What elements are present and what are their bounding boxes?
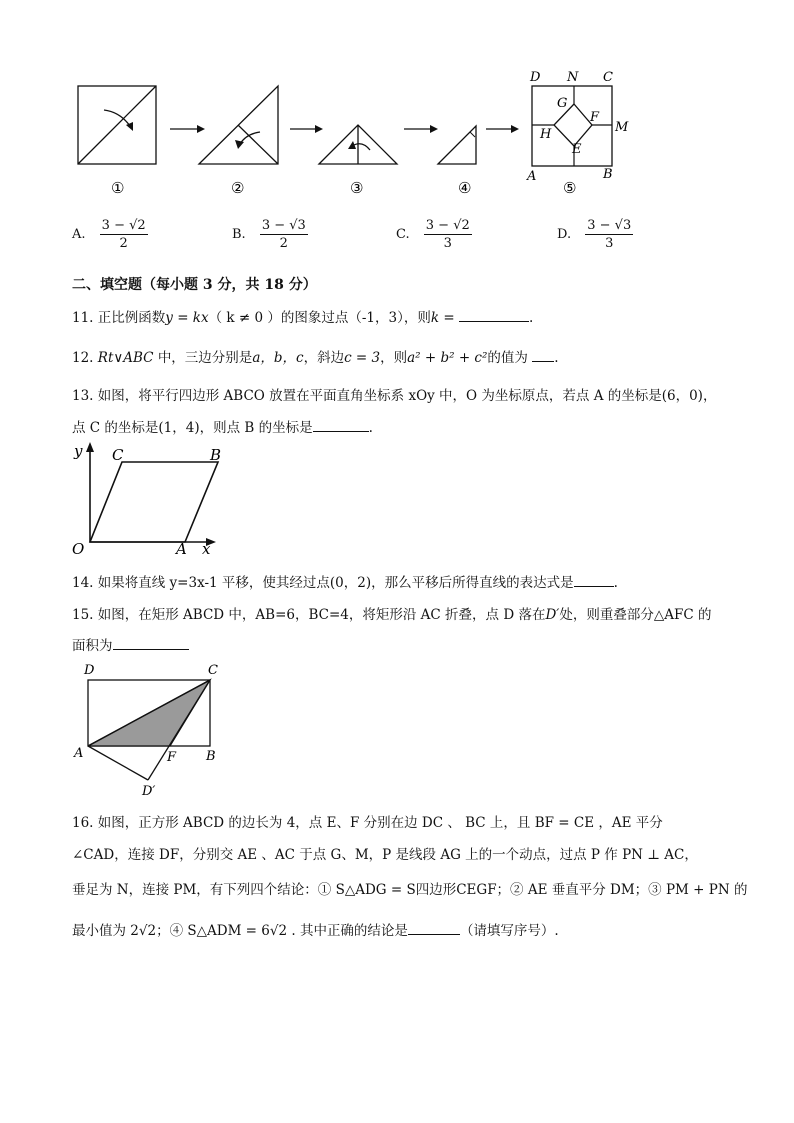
section-title: 二、填空题（每小题 3 分，共 18 分） bbox=[72, 277, 317, 293]
point-N: N bbox=[567, 70, 579, 85]
option-d[interactable] bbox=[557, 218, 633, 251]
question-16-line-1: 16. 如图，正方形 ABCD 的边长为 4，点 E、F 分别在边 DC 、 BC 上，且 BF = CE ，AE 平分 bbox=[72, 815, 663, 831]
question-14: 14. 如果将直线 y=3x-1 平移，使其经过点(0，2)，那么平移后所得直线的表达式是 . bbox=[72, 575, 618, 591]
answer-blank-11[interactable] bbox=[459, 309, 529, 322]
option-c-letter: C. bbox=[396, 227, 410, 242]
option-c-den: 3 bbox=[443, 236, 452, 251]
label-C: C bbox=[208, 663, 218, 678]
question-16-line-2: ∠CAD，连接 DF，分别交 AE 、AC 于点 G、M，P 是线段 AG 上的一个动点，过点 P 作 PN ⊥ AC， bbox=[72, 847, 698, 863]
question-13-line-2: 点 C 的坐标是(1，4)，则点 B 的坐标是 . bbox=[72, 420, 373, 436]
step-3-label: ③ bbox=[350, 179, 364, 197]
point-F: F bbox=[590, 110, 600, 125]
step-2-label: ② bbox=[231, 179, 245, 197]
label-B: B bbox=[210, 446, 222, 464]
answer-blank-16[interactable] bbox=[408, 922, 460, 935]
question-11: 11. 正比例函数y = kx（ k ≠ 0 ）的图象过点（-1，3），则k = . bbox=[72, 310, 534, 326]
fold-step-1-arrow bbox=[104, 110, 130, 126]
point-M: M bbox=[615, 120, 629, 135]
answer-blank-12[interactable] bbox=[532, 349, 554, 362]
fold-step-1-diagonal bbox=[78, 86, 156, 164]
point-A: A bbox=[527, 169, 537, 184]
question-16-line-4: 最小值为 2√2；④ S△ADM = 6√2 . 其中正确的结论是 （请填写序号）. bbox=[72, 923, 559, 939]
point-E: E bbox=[572, 142, 582, 157]
folding-diagram bbox=[0, 0, 794, 200]
option-a[interactable] bbox=[72, 218, 148, 251]
point-H: H bbox=[540, 127, 552, 142]
option-a-letter: A. bbox=[72, 227, 86, 242]
rectangle-fold-figure bbox=[70, 660, 240, 800]
point-B: B bbox=[603, 167, 613, 182]
label-F: F bbox=[167, 750, 177, 765]
point-D: D bbox=[530, 70, 541, 85]
option-b[interactable] bbox=[232, 218, 308, 251]
label-x: x bbox=[202, 540, 211, 558]
option-c-num: 3 − √2 bbox=[425, 218, 470, 233]
option-c[interactable] bbox=[396, 218, 472, 251]
point-C: C bbox=[603, 70, 613, 85]
parallelogram-ABCO bbox=[90, 462, 218, 542]
label-A: A bbox=[176, 540, 187, 558]
step-4-label: ④ bbox=[458, 179, 472, 197]
option-d-den: 3 bbox=[605, 236, 614, 251]
option-b-letter: B. bbox=[232, 227, 246, 242]
fold-step-4-triangle bbox=[438, 126, 476, 164]
fold-step-2-crease bbox=[238, 125, 278, 164]
question-16-line-3: 垂足为 N，连接 PM，有下列四个结论：① S△ADG = S四边形CEGF；② AE 垂直平分 DM；③ PM + PN 的 bbox=[72, 882, 748, 898]
option-d-letter: D. bbox=[557, 227, 572, 242]
question-15-line-1: 15. 如图，在矩形 ABCD 中，AB=6，BC=4，将矩形沿 AC 折叠，点 D 落在D′处，则重叠部分△AFC 的 bbox=[72, 607, 712, 623]
option-a-num: 3 − √2 bbox=[101, 218, 146, 233]
label-C: C bbox=[112, 446, 124, 464]
label-O: O bbox=[72, 540, 85, 558]
option-a-den: 2 bbox=[119, 236, 128, 251]
point-G: G bbox=[557, 96, 568, 111]
answer-blank-13[interactable] bbox=[313, 419, 369, 432]
label-B: B bbox=[206, 749, 216, 764]
question-15-line-2: 面积为 bbox=[72, 634, 189, 654]
option-b-den: 2 bbox=[279, 236, 288, 251]
label-D: D bbox=[84, 663, 95, 678]
answer-blank-15[interactable] bbox=[113, 637, 189, 650]
label-D-prime: D′ bbox=[142, 784, 156, 799]
question-12: 12. Rt∨ABC 中，三边分别是a，b，c，斜边c = 3，则a² + b² + c²的值为 . bbox=[72, 350, 559, 366]
question-13-line-1: 13. 如图，将平行四边形 ABCO 放置在平面直角坐标系 xOy 中，O 为坐标原点，若点 A 的坐标是(6，0)， bbox=[72, 388, 717, 404]
step-1-label: ① bbox=[111, 179, 125, 197]
answer-blank-14[interactable] bbox=[574, 574, 614, 587]
option-b-num: 3 − √3 bbox=[261, 218, 306, 233]
segment-AD-prime bbox=[88, 746, 148, 780]
step-5-label: ⑤ bbox=[563, 179, 577, 197]
parallelogram-figure bbox=[70, 440, 230, 558]
label-A: A bbox=[74, 746, 84, 761]
label-y: y bbox=[74, 442, 83, 460]
option-d-num: 3 − √3 bbox=[587, 218, 632, 233]
